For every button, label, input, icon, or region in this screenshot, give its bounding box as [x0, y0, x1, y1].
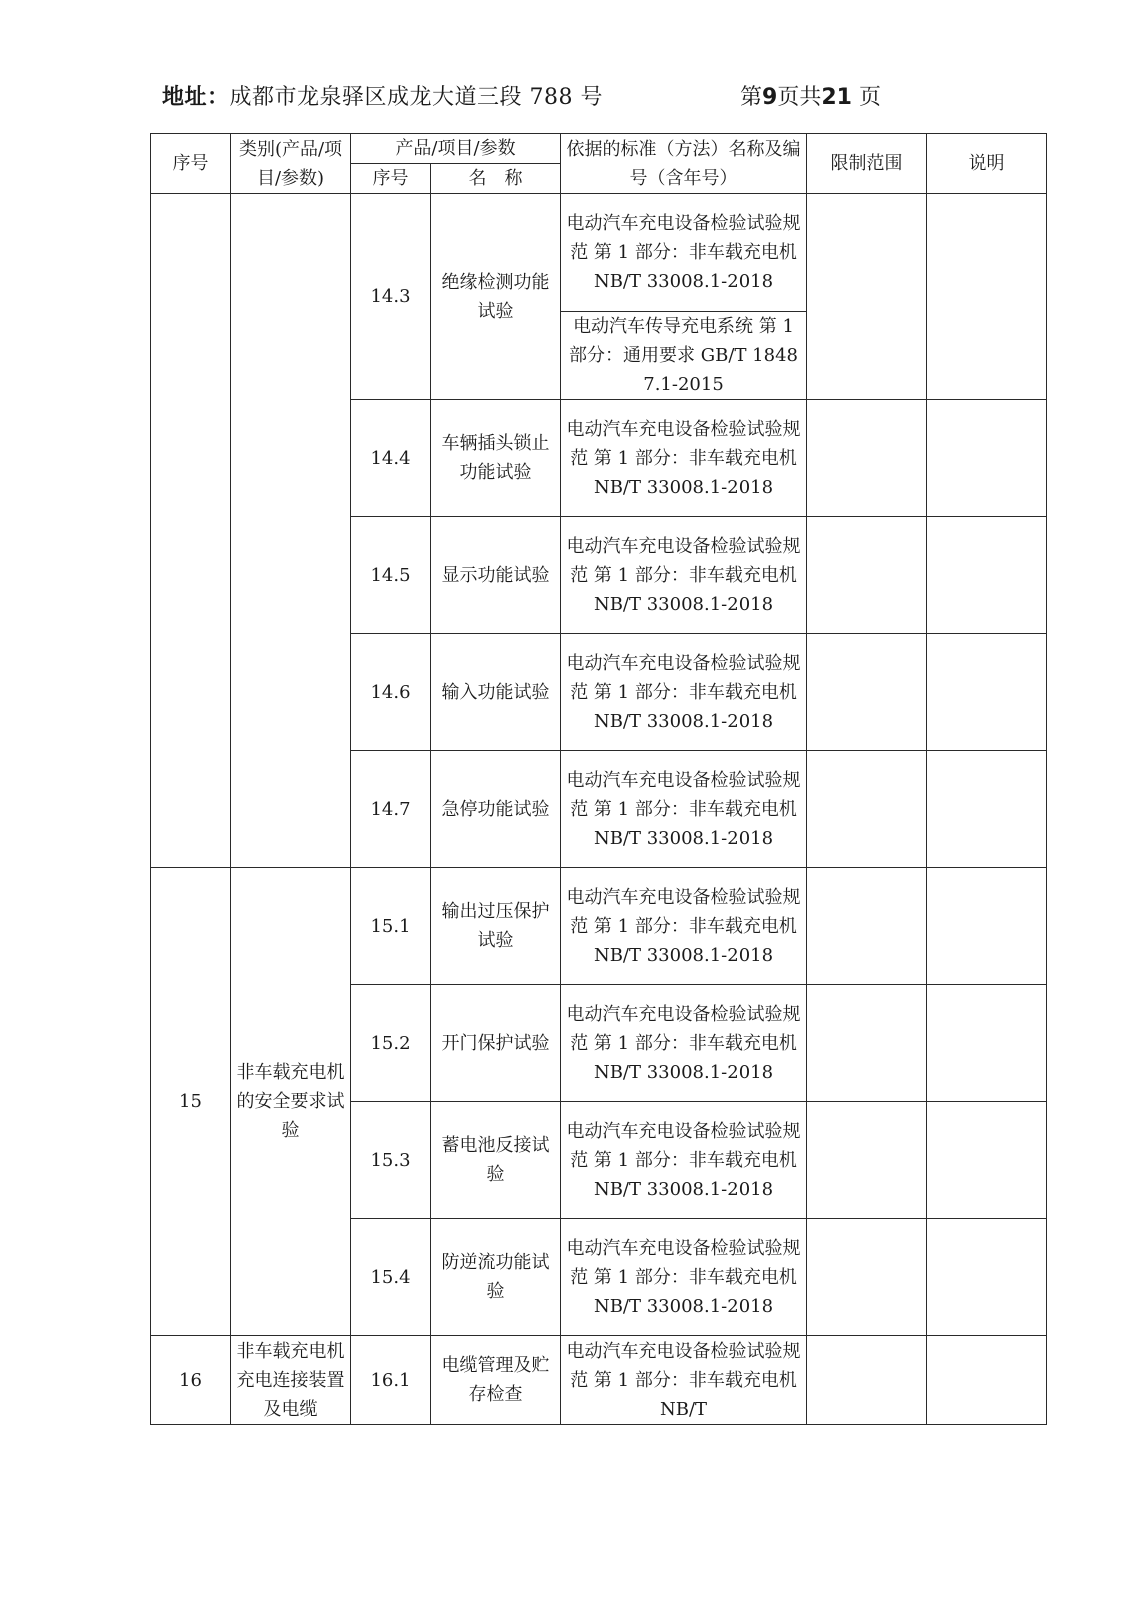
sub-seq-cell: 14.7 — [351, 751, 431, 868]
limit-cell — [807, 517, 927, 634]
standard-cell: 电动汽车充电设备检验试验规范 第 1 部分：非车载充电机 NB/T 33008.1-2018 — [561, 985, 807, 1102]
page-suffix: 页 — [851, 85, 881, 110]
page-mid: 页共 — [777, 85, 822, 110]
standard-cell: 电动汽车充电设备检验试验规范 第 1 部分：非车载充电机 NB/T 33008.1-2018 — [561, 517, 807, 634]
note-cell — [927, 194, 1047, 400]
limit-cell — [807, 194, 927, 400]
sub-seq-cell: 14.6 — [351, 634, 431, 751]
address-label: 地址： — [162, 85, 230, 110]
sub-seq-cell: 15.1 — [351, 868, 431, 985]
limit-cell — [807, 751, 927, 868]
note-cell — [927, 751, 1047, 868]
sub-seq-cell: 14.5 — [351, 517, 431, 634]
note-cell — [927, 634, 1047, 751]
header-name: 名 称 — [431, 164, 561, 194]
page-indicator — [740, 80, 881, 111]
limit-cell — [807, 400, 927, 517]
page-number: 9 — [762, 85, 778, 110]
category-cell: 非车载充电机的安全要求试验 — [231, 868, 351, 1336]
seq-cell-empty — [151, 194, 231, 868]
table-row — [151, 1336, 1047, 1425]
standard-cell: 电动汽车充电设备检验试验规范 第 1 部分：非车载充电机 NB/T 33008.1-2018 — [561, 400, 807, 517]
header-product-group: 产品/项目/参数 — [351, 134, 561, 164]
item-name-cell: 电缆管理及贮存检查 — [431, 1336, 561, 1425]
sub-seq-cell: 15.2 — [351, 985, 431, 1102]
header-row-1 — [151, 134, 1047, 164]
note-cell — [927, 985, 1047, 1102]
test-items-table — [150, 133, 1047, 1425]
item-name-cell: 蓄电池反接试验 — [431, 1102, 561, 1219]
header-sub-seq: 序号 — [351, 164, 431, 194]
item-name-cell: 开门保护试验 — [431, 985, 561, 1102]
table-row — [151, 194, 1047, 312]
limit-cell — [807, 985, 927, 1102]
standard-cell: 电动汽车传导充电系统 第 1 部分：通用要求 GB/T 18487.1-2015 — [561, 312, 807, 400]
sub-seq-cell: 14.3 — [351, 194, 431, 400]
category-cell-empty — [231, 194, 351, 868]
note-cell — [927, 868, 1047, 985]
item-name-cell: 输出过压保护试验 — [431, 868, 561, 985]
item-name-cell: 防逆流功能试验 — [431, 1219, 561, 1336]
standard-cell: 电动汽车充电设备检验试验规范 第 1 部分：非车载充电机 NB/T — [561, 1336, 807, 1425]
standard-cell: 电动汽车充电设备检验试验规范 第 1 部分：非车载充电机 NB/T 33008.1-2018 — [561, 1102, 807, 1219]
header-category: 类别(产品/项目/参数) — [231, 134, 351, 194]
limit-cell — [807, 1336, 927, 1425]
note-cell — [927, 1336, 1047, 1425]
note-cell — [927, 1102, 1047, 1219]
sub-seq-cell: 14.4 — [351, 400, 431, 517]
limit-cell — [807, 634, 927, 751]
sub-seq-cell: 16.1 — [351, 1336, 431, 1425]
sub-seq-cell: 15.4 — [351, 1219, 431, 1336]
note-cell — [927, 400, 1047, 517]
standard-cell: 电动汽车充电设备检验试验规范 第 1 部分：非车载充电机 NB/T 33008.1-2018 — [561, 1219, 807, 1336]
header-standard: 依据的标准（方法）名称及编号（含年号） — [561, 134, 807, 194]
standard-cell: 电动汽车充电设备检验试验规范 第 1 部分：非车载充电机 NB/T 33008.1-2018 — [561, 751, 807, 868]
standard-cell: 电动汽车充电设备检验试验规范 第 1 部分：非车载充电机 NB/T 33008.1-2018 — [561, 868, 807, 985]
standard-cell: 电动汽车充电设备检验试验规范 第 1 部分：非车载充电机 NB/T 33008.1-2018 — [561, 634, 807, 751]
header-limit: 限制范围 — [807, 134, 927, 194]
note-cell — [927, 1219, 1047, 1336]
category-cell: 非车载充电机充电连接装置及电缆 — [231, 1336, 351, 1425]
table-row — [151, 868, 1047, 985]
address-text: 成都市龙泉驿区成龙大道三段 788 号 — [229, 85, 603, 110]
note-cell — [927, 517, 1047, 634]
limit-cell — [807, 868, 927, 985]
standard-cell: 电动汽车充电设备检验试验规范 第 1 部分：非车载充电机 NB/T 33008.1-2018 — [561, 194, 807, 312]
page-prefix: 第 — [740, 85, 763, 110]
address-line — [162, 80, 603, 111]
header-note: 说明 — [927, 134, 1047, 194]
item-name-cell: 急停功能试验 — [431, 751, 561, 868]
seq-cell: 15 — [151, 868, 231, 1336]
item-name-cell: 绝缘检测功能试验 — [431, 194, 561, 400]
header-seq: 序号 — [151, 134, 231, 194]
item-name-cell: 显示功能试验 — [431, 517, 561, 634]
item-name-cell: 输入功能试验 — [431, 634, 561, 751]
item-name-cell: 车辆插头锁止功能试验 — [431, 400, 561, 517]
page-total: 21 — [821, 85, 852, 110]
limit-cell — [807, 1219, 927, 1336]
limit-cell — [807, 1102, 927, 1219]
sub-seq-cell: 15.3 — [351, 1102, 431, 1219]
seq-cell: 16 — [151, 1336, 231, 1425]
